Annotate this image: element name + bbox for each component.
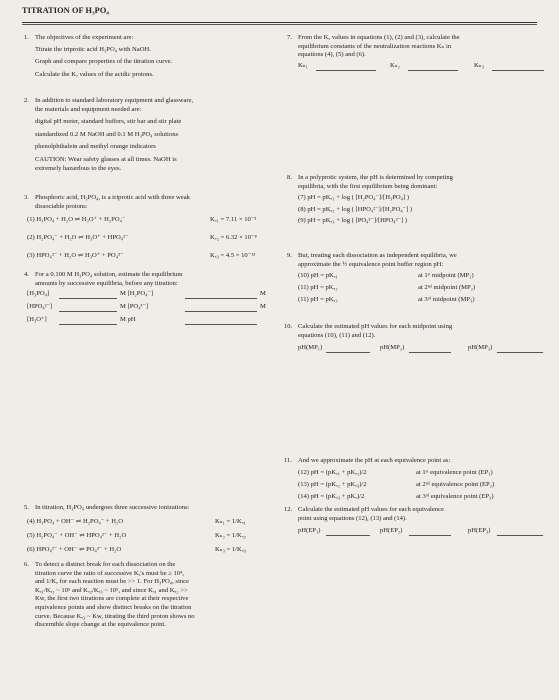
item-4-line-2: amounts by successive equilibria, before any titration: xyxy=(35,279,178,287)
item-2-line-5: phenolphthalein and methyl orange indicators xyxy=(35,143,156,151)
equivalence-answers xyxy=(298,527,546,539)
item-6-line-7: curve. Because Kₐ₃ ~ Kw, titrating the third proton shows no xyxy=(35,612,195,620)
header-rule xyxy=(22,24,537,25)
unit-m: M xyxy=(260,290,266,298)
equation-9: (9) pH = pKₐ₃ + log ( [PO₄³⁻]/[HPO₄²⁻] ) xyxy=(298,217,408,225)
ph-label: M pH xyxy=(120,316,136,324)
midpoint-1-note: at 1ˢᵗ midpoint (MP₁) xyxy=(418,272,474,280)
item-number: 8. xyxy=(287,174,292,181)
item-2-line-7: extremely hazardous to the eyes. xyxy=(35,164,122,172)
item-10-line-1: Calculate the estimated pH values for each midpoint using xyxy=(298,323,453,330)
equation-5: (5) H₂PO₄⁻ + OH⁻ ⇌ HPO₄²⁻ + H₂O xyxy=(27,531,127,539)
answer-line xyxy=(59,311,117,312)
item-2-line-2: the materials and equipment needed are: xyxy=(35,105,142,113)
midpoint-answers xyxy=(298,344,546,356)
item-number: 2. xyxy=(24,97,29,104)
item-5 xyxy=(24,504,293,558)
item-1-line-2: Titrate the triprotic acid H₃PO₄ with NaOH. xyxy=(35,45,151,53)
item-6-line-3: and 1/Kₐ for each reaction must be >> 1. For H₃PO₄, since xyxy=(35,578,189,586)
equation-12: (12) pH = (pKₐ₁ + pKₐ₂)/2 xyxy=(298,468,367,476)
item-2-line-1: In addition to standard laboratory equipment and glassware, xyxy=(35,97,194,104)
item-1-line-3: Graph and compare properties of the titration curve. xyxy=(35,58,173,66)
item-1-line-4: Calculate the Kₐ values of the acidic protons. xyxy=(35,70,154,78)
item-8-line-1: In a polyprotic system, the pH is determined by competing xyxy=(298,174,453,181)
ph-ep2-label: pH(EP₂) xyxy=(380,527,403,535)
item-4-line-1: For a 0.100 M H₃PO₄ solution, estimate the equilibrium xyxy=(35,271,183,278)
kn3-label: Kₙ₃ xyxy=(474,61,484,69)
item-6-line-6: equivalence points and show distinct breaks on the titration xyxy=(35,603,192,611)
answer-line xyxy=(326,535,370,536)
kn1-label: Kₙ₁ xyxy=(298,61,308,69)
item-2 xyxy=(24,97,290,173)
item-2-line-6: CAUTION: Wear safety glasses at all times. NaOH is xyxy=(35,155,177,163)
midpoint-2-note: at 2ⁿᵈ midpoint (MP₂) xyxy=(418,284,476,292)
item-2-line-3: digital pH meter, standard buffers, stir bar and stir plate xyxy=(35,118,182,126)
ka2-value: Kₐ₂ = 6.32 × 10⁻⁸ xyxy=(210,234,257,242)
item-12-line-2: point using equations (12), (13) and (14). xyxy=(298,514,407,522)
ph-mp3-label: pH(MP₃) xyxy=(468,344,493,352)
neutralization-equations xyxy=(27,517,290,558)
answer-line xyxy=(409,352,451,353)
item-12 xyxy=(284,506,546,539)
item-number: 11. xyxy=(284,457,292,464)
item-number: 4. xyxy=(24,271,29,278)
item-9 xyxy=(287,252,546,310)
item-number: 9. xyxy=(287,252,292,259)
equivalence-2-note: at 2ⁿᵈ equivalence point (EP₂) xyxy=(416,480,495,488)
item-6-line-1: To detect a distinct break for each dissociation on the xyxy=(35,561,176,568)
equation-13: (13) pH = (pKₐ₂ + pKₐ₃)/2 xyxy=(298,480,367,488)
answer-line xyxy=(59,298,117,299)
item-7-line-1: From the Kₐ values in equations (1), (2) and (3), calculate the xyxy=(298,34,460,41)
item-6-line-8: discernible slope change at the equivalence point. xyxy=(35,621,166,629)
equation-1: (1) H₃PO₄ + H₂O ⇌ H₃O⁺ + H₂PO₄⁻ xyxy=(27,216,126,224)
item-number: 5. xyxy=(24,504,29,511)
item-7-line-2: equilibrium constants of the neutralization reactions Kₙ in xyxy=(298,42,452,50)
item-number: 3. xyxy=(24,194,29,201)
answer-line xyxy=(185,324,257,325)
item-number: 6. xyxy=(24,561,29,568)
midpoint-3-note: at 3ʳᵈ midpoint (MP₃) xyxy=(418,296,475,304)
kn-answers xyxy=(298,62,546,74)
h3po4-label: [H₃PO₄] xyxy=(27,290,50,298)
answer-line xyxy=(185,311,257,312)
item-11-line-1: And we approximate the pH at each equivalence point as: xyxy=(298,457,451,464)
answer-line xyxy=(408,70,458,71)
equivalence-3-note: at 3ʳᵈ equivalence point (EP₃) xyxy=(416,492,494,500)
equation-10: (10) pH = pKₐ₁ xyxy=(298,272,338,280)
answer-line xyxy=(326,352,370,353)
item-6-line-5: Kw, the first two titrations are complete at their respective xyxy=(35,595,189,603)
equation-6: (6) HPO₄²⁻ + OH⁻ ⇌ PO₄³⁻ + H₂O xyxy=(27,545,122,553)
equivalence-equations xyxy=(298,469,546,507)
equation-12: (11) pH = pKₐ₃ xyxy=(298,296,338,304)
page-title: TITRATION OF H₃PO₄ xyxy=(22,6,109,15)
equilibrium-amounts-grid xyxy=(27,290,293,330)
item-6-line-2: titration curve the ratio of successive Kₐ's must be ≥ 10⁴, xyxy=(35,569,184,577)
equation-2: (2) H₂PO₄⁻ + H₂O ⇌ H₃O⁺ + HPO₄²⁻ xyxy=(27,234,129,242)
kn3-relation: Kₙ₃ = 1/Kₐ₃ xyxy=(215,545,246,553)
item-5-line-1: In titration, H₃PO₄ undergoes three successive ionizations: xyxy=(35,504,190,511)
item-3-line-1: Phosphoric acid, H₃PO₄, is a triprotic acid with three weak xyxy=(35,194,190,201)
page-header xyxy=(22,6,537,23)
kn2-label: Kₙ₂ xyxy=(390,61,400,69)
item-number: 7. xyxy=(287,34,292,41)
kn1-relation: Kₙ₁ = 1/Kₐ₁ xyxy=(215,517,246,525)
midpoint-equations xyxy=(298,272,546,310)
ka1-value: Kₐ₁ = 7.11 × 10⁻³ xyxy=(210,216,257,224)
equation-3: (3) HPO₄²⁻ + H₂O ⇌ H₃O⁺ + PO₄³⁻ xyxy=(27,252,124,260)
ph-mp2-label: pH(MP₂) xyxy=(380,344,405,352)
item-3-line-2: dissociable protons: xyxy=(35,202,88,210)
ka3-value: Kₐ₃ = 4.5 × 10⁻¹³ xyxy=(210,252,256,260)
h2po4-label: M [H₂PO₄⁻] xyxy=(120,290,154,298)
ph-ep1-label: pH(EP₁) xyxy=(298,527,321,535)
answer-line xyxy=(497,535,543,536)
answer-line xyxy=(59,324,117,325)
item-8 xyxy=(287,174,546,226)
h3o-label: [H₃O⁺] xyxy=(27,316,47,324)
item-7 xyxy=(287,34,546,74)
item-1 xyxy=(24,34,290,79)
ph-ep3-label: pH(EP₃) xyxy=(468,527,491,535)
ph-mp1-label: pH(MP₁) xyxy=(298,344,323,352)
equation-14: (14) pH = (pKₐ₃ + pKₓ)/2 xyxy=(298,492,365,500)
po4-label: M [PO₄³⁻] xyxy=(120,303,149,311)
item-7-line-3: equations (4), (5) and (6). xyxy=(298,51,366,59)
item-1-line-1: The objectives of the experiment are: xyxy=(35,34,134,41)
ionization-equations xyxy=(27,216,290,272)
item-6-line-4: Kₐ₁/Kₐ₂ ~ 10⁵ and Kₐ₂/Kₐ₃ ~ 10⁵, and since Kₐ₁ and Kₐ₂ >> xyxy=(35,586,188,594)
equation-4: (4) H₃PO₄ + OH⁻ ⇌ H₂PO₄⁻ + H₂O xyxy=(27,517,124,525)
item-number: 10. xyxy=(284,323,293,330)
item-number: 12. xyxy=(284,506,293,513)
answer-line xyxy=(497,352,543,353)
item-8-line-2: equilibria, with the first equilibrium being dominant: xyxy=(298,182,438,190)
answer-line xyxy=(492,70,544,71)
item-2-line-4: standardized 0.2 M NaOH and 0.1 M H₃PO₄ solutions xyxy=(35,130,179,138)
item-10-line-2: equations (10), (11) and (12). xyxy=(298,331,376,339)
item-9-line-1: But, treating each dissociation as independent equilibria, we xyxy=(298,252,457,259)
equation-11: (11) pH = pKₐ₂ xyxy=(298,284,338,292)
item-number: 1. xyxy=(24,34,29,41)
equation-7: (7) pH = pKₐ₁ + log ( [H₂PO₄⁻]/[H₃PO₄] ) xyxy=(298,194,410,202)
item-12-line-1: Calculate the estimated pH values for each equivalence xyxy=(298,506,444,513)
answer-line xyxy=(185,298,257,299)
answer-line xyxy=(316,70,376,71)
equation-8: (8) pH = pKₐ₂ + log ( [HPO₄²⁻]/[H₂PO₄⁻] ) xyxy=(298,205,413,213)
unit-m: M xyxy=(260,303,266,311)
item-4 xyxy=(24,271,293,330)
equivalence-1-note: at 1ˢᵗ equivalence point (EP₁) xyxy=(416,468,493,476)
item-11 xyxy=(284,457,546,507)
kn2-relation: Kₙ₂ = 1/Kₐ₂ xyxy=(215,531,246,539)
hpo4-label: [HPO₄²⁻] xyxy=(27,303,53,311)
item-6 xyxy=(24,561,290,630)
item-3 xyxy=(24,194,290,272)
answer-line xyxy=(409,535,451,536)
item-9-line-2: approximate the ½ equivalence point buffer region pH: xyxy=(298,260,444,268)
item-10 xyxy=(284,323,546,356)
